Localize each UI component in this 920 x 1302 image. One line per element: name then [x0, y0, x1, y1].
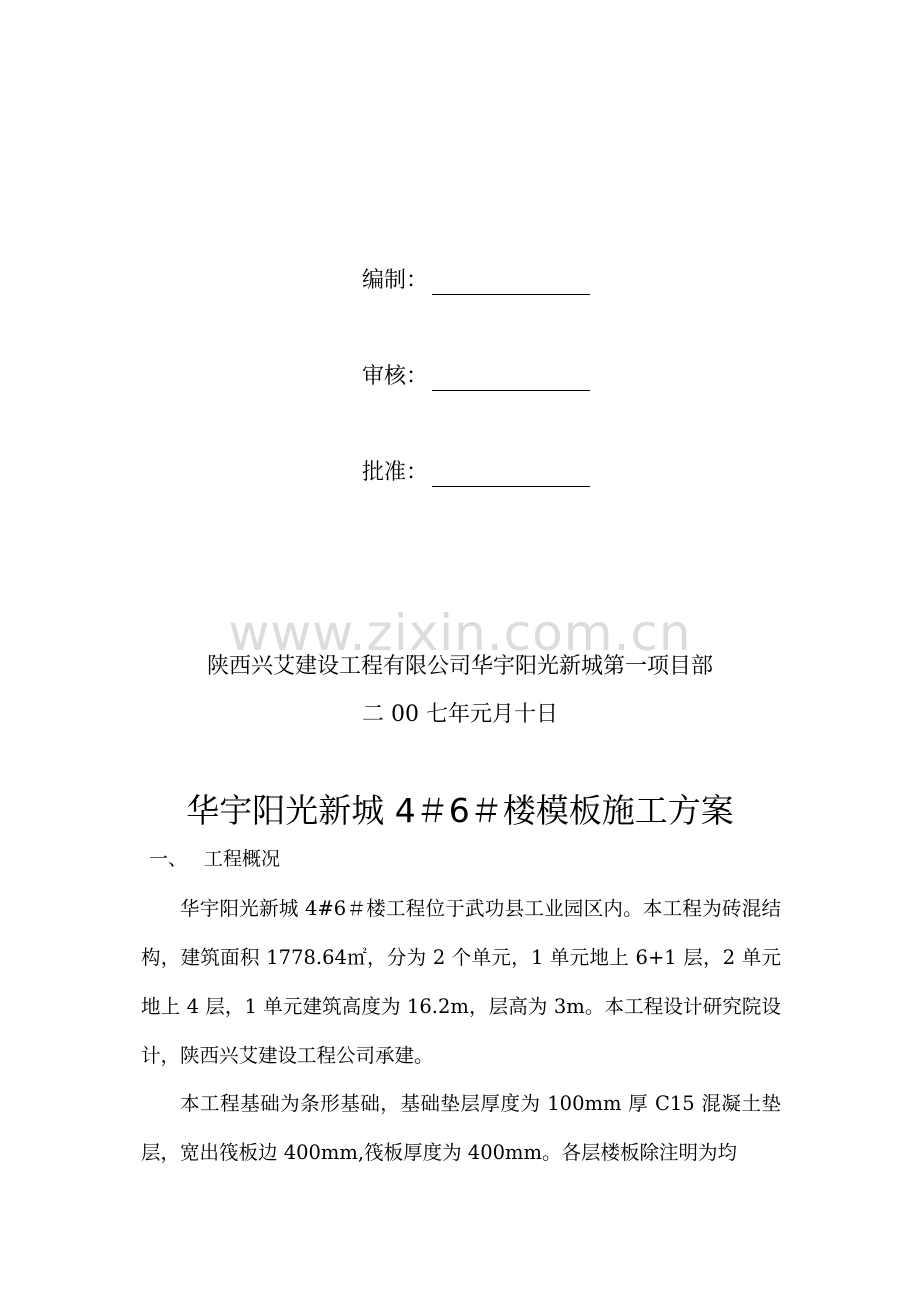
section-heading [149, 845, 280, 873]
section-number: 一、 [149, 848, 188, 870]
approve-signature-line [432, 486, 590, 487]
review-signature-row [362, 362, 590, 392]
review-signature-line [432, 390, 590, 391]
compile-signature-row [362, 266, 590, 296]
organization-name: 陕西兴艾建设工程有限公司华宇阳光新城第一项目部 [206, 654, 713, 679]
document-date: 二 00 七年元月十日 [362, 702, 558, 727]
watermark: www.zixin.com.cn [228, 604, 692, 662]
compile-label: 编制： [362, 268, 429, 293]
paragraph-foundation: 本工程基础为条形基础，基础垫层厚度为 100mm 厚 C15 混凝土垫层，宽出筏板边 400mm,筏板厚度为 400mm。各层楼板除注明为均 [141, 1092, 781, 1164]
compile-signature-line [432, 294, 590, 295]
approve-label: 批准： [362, 460, 429, 485]
approve-signature-row [362, 458, 590, 488]
section-heading-text: 工程概况 [204, 848, 281, 870]
document-title: 华宇阳光新城 4＃6＃楼模板施工方案 [186, 791, 734, 830]
review-label: 审核： [362, 364, 429, 389]
paragraph-project-overview: 华宇阳光新城 4#6＃楼工程位于武功县工业园区内。本工程为砖混结构，建筑面积 1778.64㎡，分为 2 个单元，1 单元地上 6+1 层，2 单元地上 4 层，1 单元建筑高度为 16.2m，层高为 3m。本工程设计研究院设计，陕西兴艾建设工程公司承建。 [141, 897, 781, 1067]
